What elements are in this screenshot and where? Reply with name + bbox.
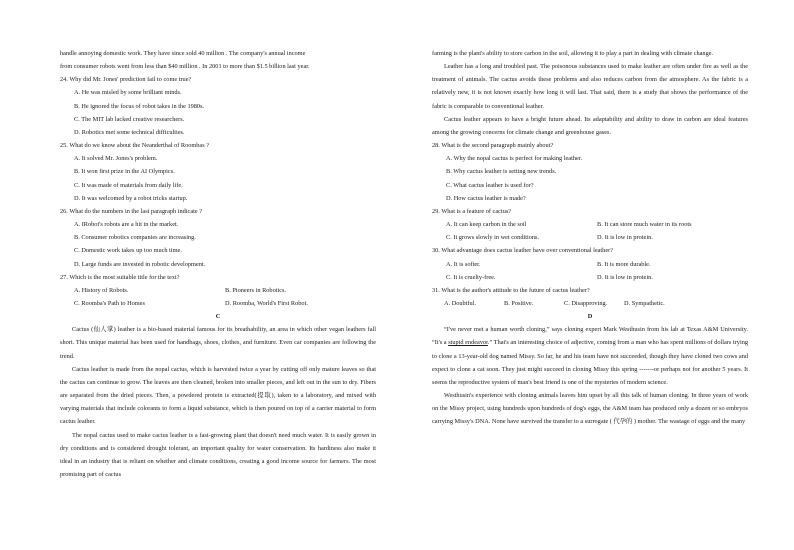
option: B. It can store much water in its roots [597,221,692,229]
paragraph: farming is the plant's ability to store carbon in the soil, allowing it to play a part in dealing with climate change. [432,50,714,57]
option-row [432,218,748,231]
option: B. He ignored the focus of robot takes in the 1980s. [74,102,205,110]
option: C. Roomba's Path to Homes [74,299,145,307]
question-27 [60,271,376,310]
option: D. How cactus leather is made? [446,194,526,202]
option: A. It can keep carbon in the soil [446,221,527,229]
option-row [60,284,376,297]
question-30 [432,244,748,283]
option: D. It was welcomed by a robot tricks startup. [74,194,188,202]
section-heading: C [215,313,221,321]
option: C. It is cruelty-free. [446,273,496,281]
question-24 [60,73,376,139]
question-stem: 29. What is a feature of cactus? [432,207,512,215]
option: A. It is softer. [446,260,481,268]
option-row [432,231,748,244]
right-column [432,47,748,429]
underlined-phrase: stupid endeavor [448,339,488,347]
question-stem: 31. What is the author's attitude to the future of cactus leather? [432,286,590,294]
option-row [432,297,748,310]
option-row [432,258,748,271]
question-stem: 28. What is the second paragraph mainly about? [432,142,554,150]
question-stem: 25. What do we know about the Neanderthal of Roombas ? [60,142,210,150]
question-26 [60,205,376,271]
option: A. Why the nopal cactus is perfect for making leather. [446,155,583,163]
paragraph-text: .” That's an interesting choice of adjective, coming from a man who has spent millions of dollars trying to clone a 13-year-old dog named Missy. So far, he and his team have not succeeded, though they have cloned two cows and expect to clone a cat soon. They just might succeed in cloning Missy this spring -------or perhaps not for another 5 years. It seems the reproductive system of man's best friend is one of the mysteries of modern science. [432,339,748,386]
option: B. Positive. [504,299,534,307]
paragraph: Cactus (仙人掌) leather is a bio-based material famous for its breathability, an area in which other vegan leathers fall short. This unique material has been used for handbags, shoes, clothes, and furniture. Even car companies are following the trend. [60,326,376,360]
option: B. It won first prize in the AI Olympics. [74,168,175,176]
option: B. Pioneers in Robotics. [225,286,287,294]
option-row [432,271,748,284]
option: C. What cactus leather is used for? [446,181,534,189]
option: B. It is more durable. [597,260,651,268]
option: D. Large funds are invested in robotic development. [74,260,206,268]
paragraph: Cactus leather is made from the nopal cactus, which is harvested twice a year by cutting off only mature leaves so that the cactus can continue to grow. The leaves are then cleaned, broken into smaller pieces, and left out in the sun to dry. Fibers are separated from the dried pieces. Then, a powdered protein is extracted(提取), taken to a laboratory, and mixed with varying materials that include colorants to form a liquid substance, which is then poured on top of a carrier material to form cactus leather. [60,365,376,426]
question-29 [432,205,748,244]
question-stem: 26. What do the numbers in the last paragraph indicate ? [60,207,203,215]
question-stem: 27. Which is the most suitable title for the text? [60,273,180,281]
option: C. Domestic work takes up too much time. [74,247,182,255]
paragraph-text: “I've never met a human worth cloning,” says cloning expert Mark Westhusin from his lab at Texas A&M University. “It's a [432,326,748,347]
paragraph [432,323,748,389]
option: C. It was made of materials from daily life. [74,181,183,189]
question-28 [432,139,748,205]
option-row [60,297,376,310]
option: D. It is low in protein. [597,234,653,242]
paragraph: The nopal cactus used to make cactus leather is a fast-growing plant that doesn't need much water. It is easily grown in dry conditions and is considered drought tolerant, an important quality for water conservation. Its hardiness also make it ideal in an industry that is reliant on whether and climate conditions, creating a good income source for farmers. The most promising part of cactus [60,431,376,478]
option: A. IRobot's robots are a hit in the market. [74,221,179,229]
option: A. History of Robots. [74,286,129,294]
option: C. Disapproving. [564,299,608,307]
option: A. He was misled by some brilliant minds. [74,89,182,97]
section-heading: D [587,313,593,321]
question-stem: 30. What advantage does cactus leather have over conventional leather? [432,247,614,255]
option: B. Consumer robotics companies are increasing. [74,234,196,242]
intro-line: handle annoying domestic work. They have since sold 40 million . The company's annual income [60,50,306,57]
option: D. Sympathetic. [624,299,665,307]
option: D. It is low in protein. [597,273,653,281]
option: B. Why cactus leather is setting new trends. [446,168,557,176]
paragraph: Cactus leather appears to have a bright future ahead. Its adaptability and ability to draw in carbon are ideal features among the growing concerns for climate change and greenhouse gases. [432,115,748,136]
option: D. Robotics met some technical difficulties. [74,128,185,136]
question-stem: 24. Why did Mr. Jones' prediction fail to come true? [60,76,192,84]
paragraph: Westhusin's experience with cloning animals leaves him upset by all this talk of human cloning. In three years of work on the Missy project, using hundreds upon hundreds of dog's eggs, the A&M team has produced only a dozen or so embryos carrying Missy's DNA. None have survived the transfer to a surrogate ( 代孕的 ) mother. The wastage of eggs and the many [432,392,748,426]
option: D. Roomba, World's First Robot. [225,299,308,307]
option: C. It grows slowly in wet conditions. [446,234,540,242]
paragraph: Leather has a long and troubled past. The poisonous substances used to make leather are often under fire as well as the treatment of animals. The cactus avoids these problems and also reduces carbon from the atmosphere. As the fabric is a relatively new, it is not known exactly how long it will last. That said, there is a study that shows the performance of the fabric is comparable to conventional leather. [432,63,748,110]
option: A. It solved Mr. Jones's problem. [74,155,158,163]
option: C. The MIT lab lacked creative researchers. [74,115,185,123]
left-column [60,47,376,481]
question-31 [432,284,748,310]
intro-line: from consumer robots went from less than $40 million . In 2001 to more than $1.5 billion last year. [60,63,310,71]
question-25 [60,139,376,205]
option: A. Doubtful. [444,299,477,307]
